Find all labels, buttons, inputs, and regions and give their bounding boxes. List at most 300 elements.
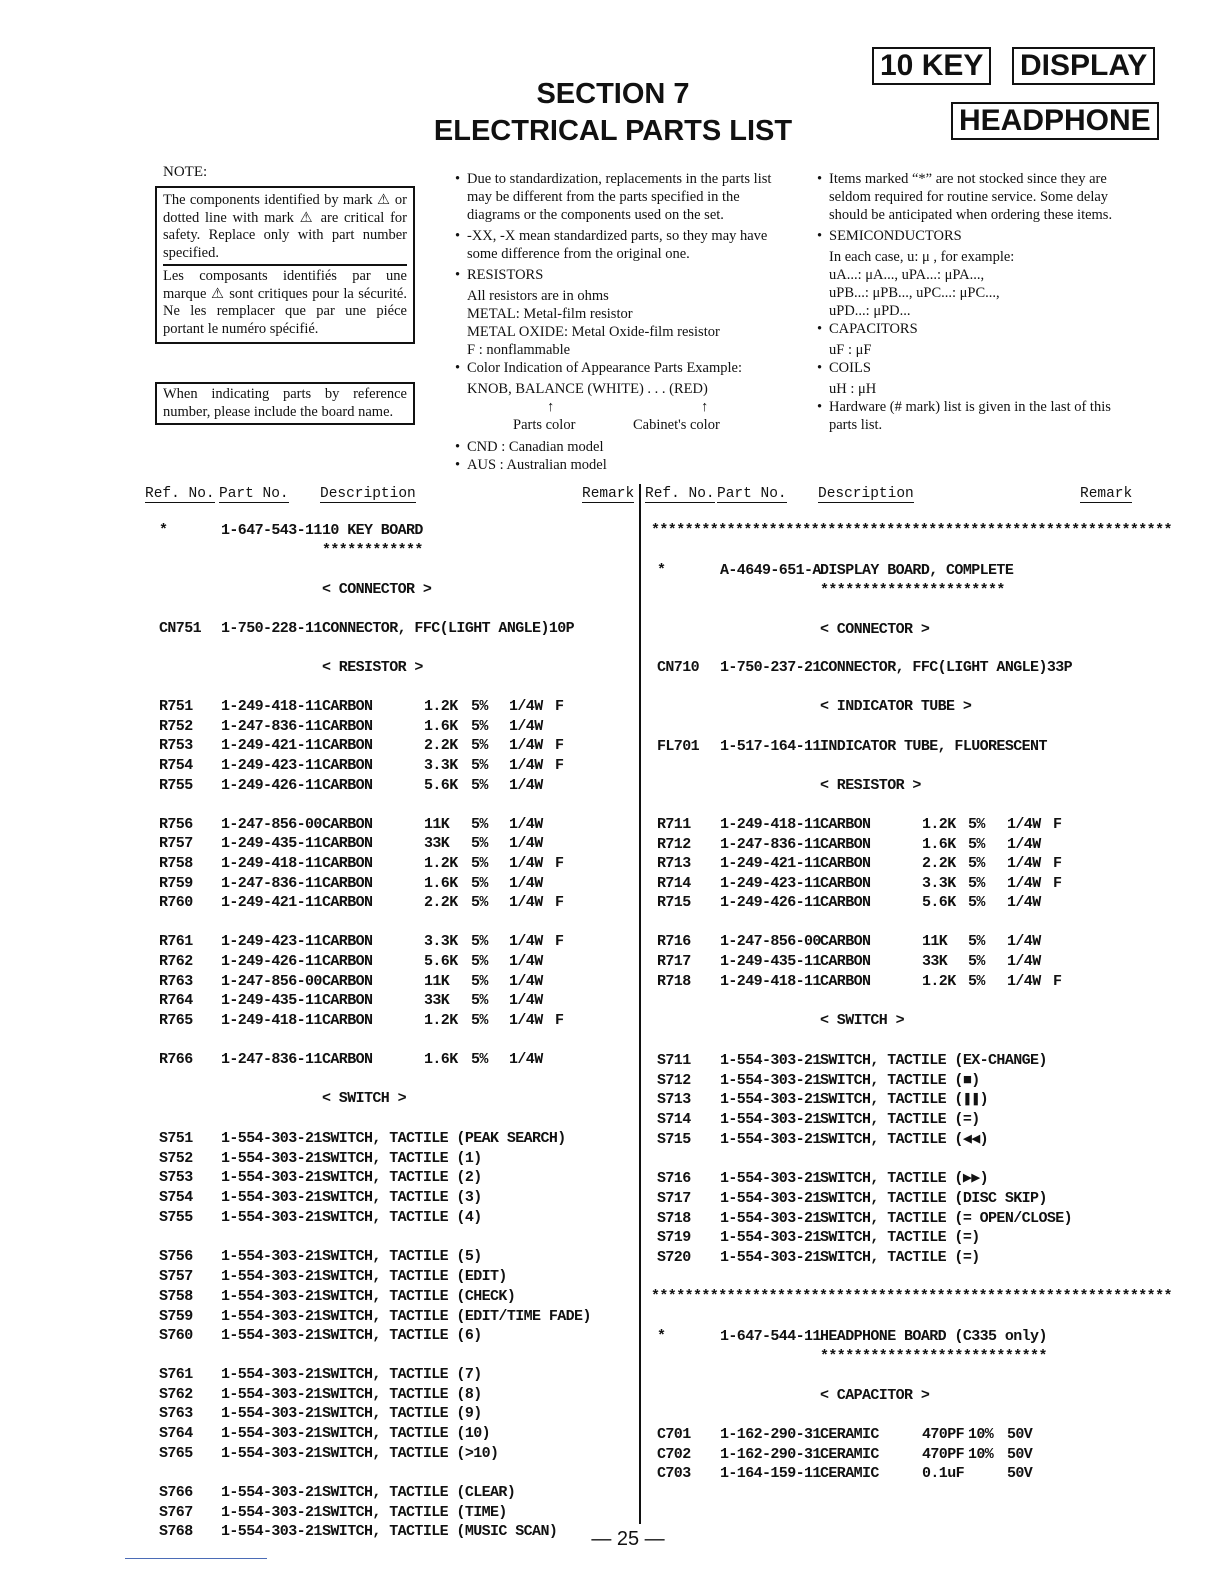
- description: **************************************************************: [651, 1288, 1172, 1305]
- list-item: [645, 1090, 1135, 1110]
- ref-number: S717: [657, 1190, 691, 1207]
- rating: 1/4W: [509, 933, 543, 950]
- ref-number: R759: [159, 875, 193, 892]
- rating: 1/4W: [509, 992, 543, 1009]
- description: SWITCH, TACTILE (❚❚): [820, 1091, 989, 1108]
- description: CERAMIC: [820, 1465, 879, 1482]
- list-item: [145, 619, 635, 639]
- list-heading: [645, 620, 1135, 640]
- description: SWITCH, TACTILE (2): [322, 1169, 482, 1186]
- part-number: 1-247-836-11: [221, 1051, 322, 1068]
- remark: F: [1053, 855, 1062, 872]
- list-item: [645, 561, 1135, 581]
- ref-number: S762: [159, 1386, 193, 1403]
- part-number: 1-750-228-11: [221, 620, 322, 637]
- list-item: [145, 1385, 635, 1405]
- value: 1.2K: [424, 855, 458, 872]
- header-remark: Remark: [582, 486, 635, 502]
- tolerance: 5%: [968, 855, 985, 872]
- remark: F: [555, 1012, 564, 1029]
- ref-number: S765: [159, 1445, 193, 1462]
- tolerance: 10%: [968, 1426, 994, 1443]
- ref-number: S764: [159, 1425, 193, 1442]
- ref-number: S716: [657, 1170, 691, 1187]
- list-item: [145, 815, 635, 835]
- description: SWITCH, TACTILE (3): [322, 1189, 482, 1206]
- description: SWITCH, TACTILE (= OPEN/CLOSE): [820, 1210, 1073, 1227]
- rating: 1/4W: [509, 894, 543, 911]
- ref-number: S714: [657, 1111, 691, 1128]
- list-item: [645, 1209, 1135, 1229]
- list-heading: [145, 1089, 635, 1109]
- list-item: [645, 737, 1135, 757]
- ref-number: S760: [159, 1327, 193, 1344]
- ref-number: S767: [159, 1504, 193, 1521]
- part-number: 1-554-303-21: [221, 1366, 322, 1383]
- parts-color-label: Parts color: [513, 417, 576, 433]
- info-subitem: In each case, u: μ , for example:: [829, 249, 1015, 265]
- part-number: 1-554-303-21: [221, 1327, 322, 1344]
- description: SWITCH, TACTILE (6): [322, 1327, 482, 1344]
- ref-number: R760: [159, 894, 193, 911]
- ref-number: S759: [159, 1308, 193, 1325]
- list-item: [645, 1189, 1135, 1209]
- part-number: 1-249-418-11: [221, 698, 322, 715]
- info-item: • CND : Canadian model: [455, 438, 775, 456]
- rating: 1/4W: [1007, 855, 1041, 872]
- part-number: 1-554-303-21: [221, 1169, 322, 1186]
- list-item: [145, 874, 635, 894]
- safety-note-box: [155, 186, 415, 344]
- part-number: 1-554-303-21: [221, 1484, 322, 1501]
- rating: 1/4W: [509, 835, 543, 852]
- list-item: [645, 1169, 1135, 1189]
- list-item: [145, 1424, 635, 1444]
- list-item: [145, 1404, 635, 1424]
- tag-headphone: HEADPHONE: [951, 102, 1159, 140]
- value: 33K: [424, 835, 450, 852]
- ref-number: R764: [159, 992, 193, 1009]
- value: 1.6K: [424, 875, 458, 892]
- list-heading: [645, 697, 1135, 717]
- ref-number: S763: [159, 1405, 193, 1422]
- description: CARBON: [820, 953, 871, 970]
- description: CARBON: [322, 973, 373, 990]
- description: SWITCH, TACTILE (>10): [322, 1445, 499, 1462]
- tolerance: 5%: [471, 835, 488, 852]
- part-number: 1-554-303-21: [221, 1523, 322, 1540]
- page-title: ELECTRICAL PARTS LIST: [433, 115, 793, 147]
- tolerance: 5%: [968, 816, 985, 833]
- description: HEADPHONE BOARD (C335 only): [820, 1328, 1047, 1345]
- part-number: 1-554-303-21: [221, 1308, 322, 1325]
- description: SWITCH, TACTILE (PEAK SEARCH): [322, 1130, 566, 1147]
- safety-note-french: Les composants identifiés par une marque ⚠ sont critiques pour la sécurité. Ne les remplacer que par une piéce portant le numéro spécifié.: [163, 264, 407, 340]
- ref-number: *: [657, 562, 666, 579]
- tag-10-key: 10 KEY: [872, 47, 991, 85]
- description: SWITCH, TACTILE (EDIT): [322, 1268, 507, 1285]
- description: SWITCH, TACTILE (5): [322, 1248, 482, 1265]
- list-item: [145, 991, 635, 1011]
- part-number: A-4649-651-A: [720, 562, 821, 579]
- value: 33K: [922, 953, 948, 970]
- value: 3.3K: [922, 875, 956, 892]
- ref-number: R717: [657, 953, 691, 970]
- description: CARBON: [322, 718, 373, 735]
- part-number: 1-249-421-11: [720, 855, 821, 872]
- info-subitem: F : nonflammable: [467, 342, 571, 358]
- tolerance: 5%: [968, 953, 985, 970]
- description: SWITCH, TACTILE (=): [820, 1229, 980, 1246]
- list-item: [145, 521, 635, 541]
- info-item: • CAPACITORS: [817, 320, 1139, 338]
- rating: 1/4W: [509, 1051, 543, 1068]
- description: < SWITCH >: [820, 1012, 905, 1029]
- part-number: 1-554-303-21: [720, 1052, 821, 1069]
- rating: 1/4W: [1007, 836, 1041, 853]
- header-ref: Ref. No.: [145, 486, 215, 502]
- value: 2.2K: [424, 737, 458, 754]
- description: CARBON: [322, 816, 373, 833]
- list-item: [145, 972, 635, 992]
- description: SWITCH, TACTILE (4): [322, 1209, 482, 1226]
- ref-number: R754: [159, 757, 193, 774]
- ref-number: R758: [159, 855, 193, 872]
- ref-number: S757: [159, 1268, 193, 1285]
- ref-number: R761: [159, 933, 193, 950]
- description: SWITCH, TACTILE (CHECK): [322, 1288, 516, 1305]
- part-number: 1-647-544-11: [720, 1328, 821, 1345]
- value: 1.2K: [424, 698, 458, 715]
- list-item: [645, 1071, 1135, 1091]
- tolerance: 5%: [471, 933, 488, 950]
- ref-number: R763: [159, 973, 193, 990]
- ref-number: R715: [657, 894, 691, 911]
- ref-number: R765: [159, 1012, 193, 1029]
- ref-number: CN751: [159, 620, 202, 637]
- tolerance: 5%: [968, 973, 985, 990]
- reference-note-box: [155, 382, 415, 425]
- description: SWITCH, TACTILE (■): [820, 1072, 980, 1089]
- list-heading: [645, 521, 1172, 541]
- part-number: 1-249-435-11: [720, 953, 821, 970]
- part-number: 1-249-435-11: [221, 835, 322, 852]
- part-number: 1-554-303-21: [221, 1445, 322, 1462]
- tolerance: 10%: [968, 1446, 994, 1463]
- list-item: [145, 932, 635, 952]
- info-item: • RESISTORS: [455, 266, 775, 284]
- description: **********************: [820, 582, 1005, 599]
- ref-number: C702: [657, 1446, 691, 1463]
- description: ************: [322, 542, 423, 559]
- remark: F: [555, 698, 564, 715]
- value: 1.2K: [424, 1012, 458, 1029]
- ref-number: R756: [159, 816, 193, 833]
- part-number: 1-249-423-11: [720, 875, 821, 892]
- list-item: [145, 952, 635, 972]
- part-number: 1-554-303-21: [720, 1131, 821, 1148]
- description: < RESISTOR >: [820, 777, 921, 794]
- remark: F: [555, 894, 564, 911]
- info-subitem: uA...: μA..., uPA...: μPA...,: [829, 267, 985, 283]
- description: CARBON: [322, 894, 373, 911]
- rating: 1/4W: [509, 816, 543, 833]
- part-number: 1-554-303-21: [221, 1504, 322, 1521]
- description: < SWITCH >: [322, 1090, 407, 1107]
- description: INDICATOR TUBE, FLUORESCENT: [820, 738, 1047, 755]
- ref-number: R712: [657, 836, 691, 853]
- value: 2.2K: [424, 894, 458, 911]
- part-number: 1-249-421-11: [221, 737, 322, 754]
- description: 10 KEY BOARD: [322, 522, 423, 539]
- list-item: [145, 1011, 635, 1031]
- description: CARBON: [322, 855, 373, 872]
- description: SWITCH, TACTILE (▶▶): [820, 1170, 989, 1187]
- remark: F: [1053, 816, 1062, 833]
- description: < RESISTOR >: [322, 659, 423, 676]
- description: CONNECTOR, FFC(LIGHT ANGLE)33P: [820, 659, 1073, 676]
- list-item: [645, 1327, 1135, 1347]
- list-item: [145, 756, 635, 776]
- ref-number: R762: [159, 953, 193, 970]
- remark: F: [555, 855, 564, 872]
- part-number: 1-554-303-21: [221, 1405, 322, 1422]
- list-item: [645, 1425, 1135, 1445]
- list-item: [145, 1050, 635, 1070]
- description: SWITCH, TACTILE (EX-CHANGE): [820, 1052, 1047, 1069]
- part-number: 1-517-164-11: [720, 738, 821, 755]
- left-column-header: [145, 486, 635, 506]
- part-number: 1-554-303-21: [221, 1288, 322, 1305]
- description: **************************************************************: [651, 522, 1172, 539]
- ref-number: S761: [159, 1366, 193, 1383]
- ref-number: R766: [159, 1051, 193, 1068]
- list-item: [145, 1267, 635, 1287]
- part-number: 1-249-423-11: [221, 933, 322, 950]
- up-arrow-icon: ↑: [547, 399, 555, 415]
- rating: 1/4W: [1007, 953, 1041, 970]
- tolerance: 5%: [471, 737, 488, 754]
- ref-number: S712: [657, 1072, 691, 1089]
- list-item: [145, 1287, 635, 1307]
- list-heading: [645, 1287, 1172, 1307]
- part-number: 1-162-290-31: [720, 1426, 821, 1443]
- ref-number: R751: [159, 698, 193, 715]
- description: SWITCH, TACTILE (CLEAR): [322, 1484, 516, 1501]
- description: CARBON: [322, 737, 373, 754]
- page-number: — 25 —: [591, 1528, 665, 1550]
- reference-note: When indicating parts by reference number, please include the board name.: [163, 386, 407, 420]
- tolerance: 5%: [968, 894, 985, 911]
- part-number: 1-247-856-00: [221, 973, 322, 990]
- column-divider: [639, 484, 641, 1524]
- ref-number: S755: [159, 1209, 193, 1226]
- description: SWITCH, TACTILE (7): [322, 1366, 482, 1383]
- part-number: 1-247-836-11: [221, 875, 322, 892]
- tolerance: 5%: [471, 757, 488, 774]
- remark: F: [555, 933, 564, 950]
- ref-number: R713: [657, 855, 691, 872]
- ref-number: S711: [657, 1052, 691, 1069]
- part-number: 1-554-303-21: [221, 1189, 322, 1206]
- tolerance: 5%: [471, 973, 488, 990]
- description: CARBON: [820, 816, 871, 833]
- rating: 1/4W: [509, 855, 543, 872]
- value: 33K: [424, 992, 450, 1009]
- list-item: [145, 1326, 635, 1346]
- tolerance: 5%: [471, 875, 488, 892]
- tolerance: 5%: [968, 836, 985, 853]
- description: SWITCH, TACTILE (TIME): [322, 1504, 507, 1521]
- rating: 1/4W: [1007, 894, 1041, 911]
- description: CARBON: [322, 933, 373, 950]
- ref-number: S768: [159, 1523, 193, 1540]
- part-number: 1-249-418-11: [720, 973, 821, 990]
- description: CARBON: [820, 855, 871, 872]
- part-number: 1-249-426-11: [221, 953, 322, 970]
- rating: 50V: [1007, 1465, 1033, 1482]
- tolerance: 5%: [471, 777, 488, 794]
- tag-display: DISPLAY: [1012, 47, 1155, 85]
- header-remark: Remark: [1080, 486, 1133, 502]
- list-item: [145, 1307, 635, 1327]
- list-item: [145, 1365, 635, 1385]
- list-item: [145, 1149, 635, 1169]
- value: 5.6K: [424, 953, 458, 970]
- part-number: 1-247-856-00: [720, 933, 821, 950]
- list-item: [145, 893, 635, 913]
- ref-number: S758: [159, 1288, 193, 1305]
- description: CARBON: [322, 757, 373, 774]
- list-item: [645, 893, 1135, 913]
- tolerance: 5%: [471, 992, 488, 1009]
- ref-number: R718: [657, 973, 691, 990]
- part-number: 1-249-426-11: [221, 777, 322, 794]
- list-item: [645, 854, 1135, 874]
- info-right: [817, 170, 1139, 437]
- info-item: • Hardware (# mark) list is given in the last of this parts list.: [817, 398, 1139, 434]
- description: CARBON: [322, 875, 373, 892]
- part-number: 1-554-303-21: [221, 1130, 322, 1147]
- description: CARBON: [322, 777, 373, 794]
- part-number: 1-554-303-21: [221, 1425, 322, 1442]
- list-item: [645, 932, 1135, 952]
- part-number: 1-249-426-11: [720, 894, 821, 911]
- ref-number: *: [657, 1328, 666, 1345]
- header-ref: Ref. No.: [645, 486, 715, 502]
- value: 0.1uF: [922, 1465, 965, 1482]
- tolerance: 5%: [471, 953, 488, 970]
- info-item: • Color Indication of Appearance Parts Example:: [455, 359, 775, 377]
- description: CARBON: [322, 1051, 373, 1068]
- part-number: 1-554-303-21: [720, 1170, 821, 1187]
- info-item: • AUS : Australian model: [455, 456, 775, 474]
- rating: 1/4W: [1007, 875, 1041, 892]
- info-subitem: METAL: Metal-film resistor: [467, 306, 633, 322]
- ref-number: CN710: [657, 659, 700, 676]
- value: 3.3K: [424, 933, 458, 950]
- description: < CONNECTOR >: [322, 581, 432, 598]
- list-heading: [645, 1386, 1135, 1406]
- cabinet-color-label: Cabinet's color: [633, 417, 720, 433]
- list-item: [145, 1247, 635, 1267]
- ref-number: R716: [657, 933, 691, 950]
- ref-number: R757: [159, 835, 193, 852]
- list-item: [645, 1248, 1135, 1268]
- list-item: [645, 1051, 1135, 1071]
- list-item: [145, 1444, 635, 1464]
- ref-number: S715: [657, 1131, 691, 1148]
- tolerance: 5%: [471, 894, 488, 911]
- value: 2.2K: [922, 855, 956, 872]
- value: 1.6K: [922, 836, 956, 853]
- part-number: 1-249-418-11: [720, 816, 821, 833]
- list-item: [645, 1110, 1135, 1130]
- list-item: [145, 1208, 635, 1228]
- part-number: 1-554-303-21: [720, 1091, 821, 1108]
- part-number: 1-554-303-21: [221, 1150, 322, 1167]
- up-arrow-icon: ↑: [701, 399, 709, 415]
- list-heading: [645, 1011, 1135, 1031]
- info-item: • Due to standardization, replacements in the parts list may be different from the parts specified in the diagrams or the components used on the set.: [455, 170, 775, 224]
- ref-number: S719: [657, 1229, 691, 1246]
- part-number: 1-247-836-11: [221, 718, 322, 735]
- part-number: 1-247-836-11: [720, 836, 821, 853]
- list-item: [645, 952, 1135, 972]
- section-number: SECTION 7: [536, 78, 690, 110]
- part-number: 1-247-856-00: [221, 816, 322, 833]
- remark: F: [1053, 973, 1062, 990]
- color-example-line: KNOB, BALANCE (WHITE) . . . (RED): [467, 381, 708, 397]
- ref-number: R753: [159, 737, 193, 754]
- part-number: 1-249-418-11: [221, 1012, 322, 1029]
- tolerance: 5%: [471, 855, 488, 872]
- value: 5.6K: [424, 777, 458, 794]
- list-item: [645, 874, 1135, 894]
- ref-number: R714: [657, 875, 691, 892]
- list-heading: [645, 776, 1135, 796]
- info-item: • Items marked “*” are not stocked since they are seldom required for routine service. Some delay should be anticipated when ordering these items.: [817, 170, 1139, 224]
- tolerance: 5%: [471, 816, 488, 833]
- part-number: 1-554-303-21: [720, 1190, 821, 1207]
- rating: 1/4W: [509, 875, 543, 892]
- list-item: [645, 658, 1135, 678]
- value: 1.2K: [922, 816, 956, 833]
- value: 11K: [424, 973, 450, 990]
- rating: 1/4W: [509, 777, 543, 794]
- part-number: 1-554-303-21: [720, 1072, 821, 1089]
- color-example-labels: [455, 416, 775, 438]
- info-subitem: All resistors are in ohms: [467, 288, 609, 304]
- description: < CAPACITOR >: [820, 1387, 930, 1404]
- header-description: Description: [818, 486, 914, 502]
- rating: 1/4W: [509, 718, 543, 735]
- rating: 1/4W: [509, 953, 543, 970]
- list-item: [145, 1503, 635, 1523]
- value: 470PF: [922, 1426, 965, 1443]
- info-middle: [455, 170, 775, 474]
- rating: 1/4W: [1007, 933, 1041, 950]
- part-number: 1-249-423-11: [221, 757, 322, 774]
- list-item: [145, 834, 635, 854]
- description: ***************************: [820, 1348, 1047, 1365]
- description: SWITCH, TACTILE (10): [322, 1425, 491, 1442]
- value: 5.6K: [922, 894, 956, 911]
- ref-number: *: [159, 522, 168, 539]
- info-item: • COILS: [817, 359, 1139, 377]
- ref-number: S718: [657, 1210, 691, 1227]
- description: SWITCH, TACTILE (EDIT/TIME FADE): [322, 1308, 591, 1325]
